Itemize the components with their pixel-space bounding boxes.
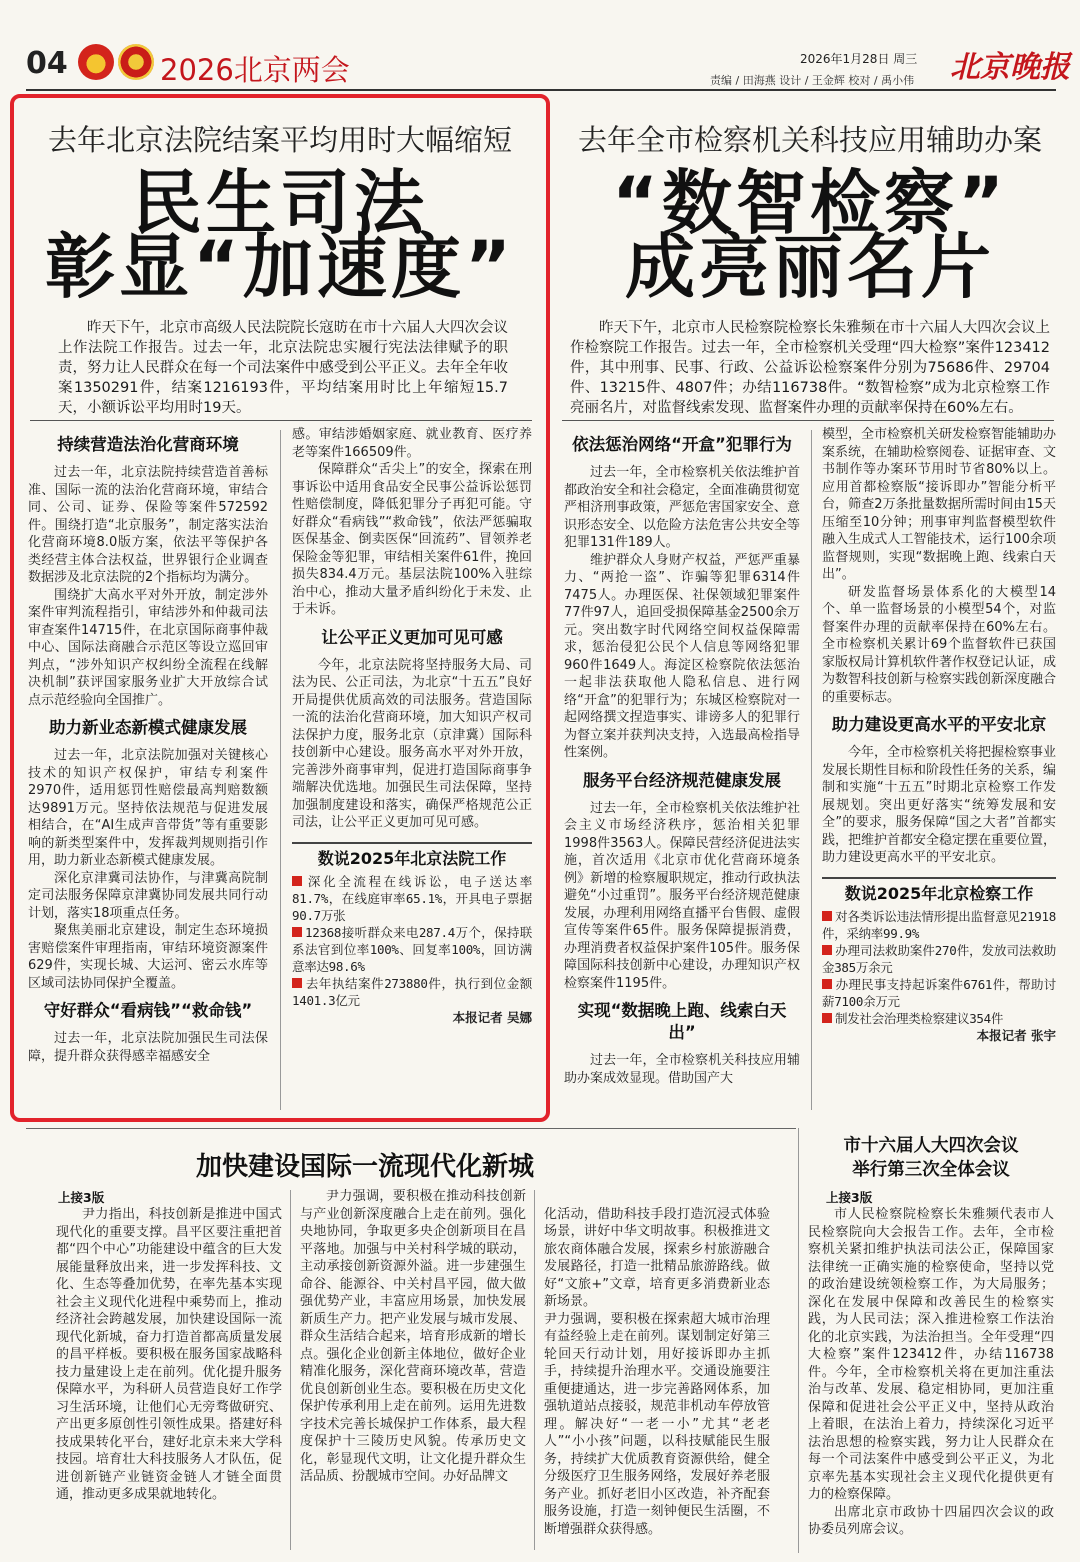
paragraph: 深化京津冀司法协作，与津冀高院制定司法服务保障京津冀协同发展共同行动计划，落实18项重点任务。: [28, 870, 268, 921]
paragraph: 过去一年，全市检察机关依法维护首都政治安全和社会稳定，全面准确贯彻宽严相济刑事政策，严惩危害国家安全、意识形态安全、以危险方法危害公共安全等犯罪131件189人。: [564, 465, 800, 550]
bottom-left-column-2: [300, 1188, 526, 1556]
right-lead-divider: [562, 420, 1054, 421]
paragraph: 今年，全市检察机关将把握检察事业发展长期性目标和阶段性任务的关系，编制和实施“十五五”时期北京检察工作发展规划。突出更好落实“统筹发展和安全”的要求，服务保障“国之大者”首都实践，把维护首都安全稳定摆在重要位置，助力建设更高水平的平安北京。: [822, 745, 1056, 865]
bullet-square-icon: [292, 876, 302, 886]
procuratorate-data-box: [822, 877, 1056, 1045]
bullet-square-icon: [292, 927, 302, 937]
data-item: 深化全流程在线诉讼，电子送达率81.7%，在线庭审率65.1%，开具电子票据90.7万张: [292, 874, 532, 923]
section-title: 2026北京两会: [160, 53, 350, 87]
column-divider: [280, 430, 281, 1110]
left-lead: 昨天下午，北京市高级人民法院院长寇昉在市十六届人大四次会议上作法院工作报告。过去一年，北京法院忠实履行宪法法律赋予的职责，努力让人民群众在每一个司法案件中感受到公平正义。去年全年收案1350291件，结案1216193件，平均结案用时比上年缩短15.7天，小额诉讼平均用时19天。: [58, 320, 508, 416]
paragraph: 保障群众“舌尖上”的安全，探索在刑事诉讼中适用食品安全民事公益诉讼惩罚性赔偿制度，降低犯罪分子再犯可能。守好群众“看病钱”“救命钱”，依法严惩骗取医保基金、倒卖医保“回流药”、冒领养老保险金等犯罪，审结相关案件61件，挽回损失834.4万元。基层法院100%入驻综治中心，推动大量矛盾纠纷化于未发、止于未诉。: [292, 462, 532, 617]
paragraph: 化活动，借助科技手段打造沉浸式体验场景，讲好中华文明故事。积极推进文旅农商体融合发展，探索乡村旅游融合发展路径，打造一批精品旅游路线。做好“文旅+”文章，培育更多消费新业态新场景。 尹力强调，要积极在探索超大城市治理有益经验上走在前列。谋划制定好第三轮回天行动计划，用好接诉即办主抓手，持续提升治理水平。交通设施要注重便捷通达，进一步完善路网体系，加强轨道站点接驳，规范非机动车停放管理。解决好“一老一小”尤其“老老人”“小小孩”问题，以科技赋能民生服务，持续扩大优质教育资源供给，健全分级医疗卫生服务网络，发展好养老服务产业。抓好老旧小区改造，补齐配套服务设施，打造一刻钟便民生活圈，不断增强群众获得感。: [544, 1206, 770, 1537]
data-item: 办理民事支持起诉案件6761件，帮助讨薪7100余万元: [822, 977, 1056, 1009]
left-kicker: 去年北京法院结案平均用时大幅缩短: [47, 123, 512, 157]
bottom-right-column: [808, 1206, 1054, 1556]
bottom-left-headline: 加快建设国际一流现代化新城: [196, 1152, 535, 1182]
right-column-2: [822, 426, 1056, 1116]
data-item: 对各类诉讼违法情形提出监督意见21918件，采纳率99.9%: [822, 909, 1056, 941]
bullet-square-icon: [822, 1013, 832, 1023]
paragraph: 感。审结涉婚姻家庭、就业教育、医疗养老等案件166509件。: [292, 427, 532, 460]
cppcc-emblem-icon: [118, 44, 154, 80]
bottom-divider: [26, 1128, 796, 1129]
paragraph: 尹力强调，要积极在推动科技创新与产业创新深度融合上走在前列。强化央地协同，争取更多央企创新项目在昌平落地。加强与中关村科学城的联动，主动承接创新资源外溢。进一步建强生命谷、能源谷、中关村昌平园，做大做强优势产业，丰富应用场景，加快发展新质生产力。把产业发展与城市发展、群众生活结合起来，培育形成新的增长点。强化企业创新主体地位，做好企业精准化服务，深化营商环境改革，营造优良创新创业生态。要积极在历史文化保护传承利用上走在前列。运用先进数字技术完善长城保护工作体系，最大程度保护十三陵历史风貌。传承历史文化，彰显现代文明，让文化提升群众生活品质、扮靓城市空间。办好品牌文: [300, 1189, 526, 1484]
data-item: 12368接听群众来电287.4万个，保持联系法官到位率100%、回复率100%，回访满意率达98.6%: [292, 925, 532, 974]
data-item: 去年执结案件273880件，执行到位金额1401.3亿元: [292, 976, 532, 1008]
court-data-box: [292, 842, 532, 1027]
subheading: 守好群众“看病钱”“救命钱”: [43, 1001, 253, 1020]
data-box-title: 数说2025年北京法院工作: [317, 848, 507, 868]
subheading: 服务平台经济规范健康发展: [583, 770, 781, 790]
column-divider: [798, 1128, 799, 1553]
paragraph: 聚焦美丽北京建设，制定生态环境损害赔偿案件审理指南，审结环境资源案件629件，实现长城、大运河、密云水库等区域司法协同保护全覆盖。: [28, 923, 268, 991]
paragraph: 过去一年，北京法院加强民生司法保障，提升群众获得感幸福感安全: [28, 1031, 268, 1064]
left-lead-divider: [30, 420, 532, 421]
paragraph: 市人民检察院检察长朱雅频代表市人民检察院向大会报告工作。去年，全市检察机关紧扣维护执法司法公正，保障国家法律统一正确实施的检察使命，坚持以党的政治建设统领检察工作，为大局服务；深化在发展中保障和改善民生的检察实践，为人民司法；深入推进检察工作法治化的北京实践，为法治担当。全年受理“四大检察”案件123412件，办结116738件。今年，全市检察机关将在更加注重法治与改革、发展、稳定相协同，更加注重保障和促进社会公平正义中，坚持从政治上着眼，在法治上着力，持续深化习近平法治思想的检察实践，努力让人民群众在每一个司法案件中感受到公平正义，为北京率先基本实现社会主义现代化提供更有力的检察保障。: [808, 1207, 1054, 1502]
bottom-right-headline-line2: 举行第三次全体会议: [852, 1160, 1010, 1180]
paragraph: 研发监督场景体系化的大模型14个、单一监督场景的小模型54个，对监督案件办理的贡献率保持在60%左右。全市检察机关累计69个监督软件已获国家版权局计算机软件著作权登记认证，成为数智科技创新与检察实践创新深度融合的重要标志。: [822, 584, 1056, 705]
continued-note: 上接3版: [58, 1190, 105, 1205]
dateline: 2026年1月28日 周三: [800, 52, 918, 66]
paragraph: 模型，全市检察机关研发检察智能辅助办案系统，在辅助检察阅卷、证据审查、文书制作等办案环节用时节省80%以上。应用首都检察版“接诉即办”智能分析平台，筛查2万条批量数据所需时间由15天压缩至10分钟；刑事审判监督模型软件融入生成式人工智能技术，运行100余项监督规则，实现“数据晚上跑、线索白天出”。: [822, 427, 1056, 582]
column-divider: [811, 430, 812, 1110]
subheading: 助力新业态新模式健康发展: [49, 718, 247, 737]
paragraph: 维护群众人身财产权益，严惩严重暴力、“两抢一盗”、诈骗等犯罪6314件7475人。办理医保、社保领域犯罪案件77件97人，追回受损保障基金2500余万元。突出数字时代网络空间权益保障需求，惩治侵犯公民个人信息等网络犯罪960件1649人。海淀区检察院依法惩治一起非法获取他人隐私信息、进行网络“开盒”的犯罪行为；东城区检察院对一起网络撰文捏造事实、诽谤多人的犯罪行为督立案并获判决支持，入选最高检指导性案例。: [564, 552, 800, 760]
right-kicker: 去年全市检察机关科技应用辅助办案: [577, 123, 1042, 157]
left-headline-line1: 民生司法: [132, 162, 428, 244]
data-box-title: 数说2025年北京检察工作: [844, 883, 1034, 903]
bottom-left-column-3: [544, 1188, 770, 1556]
national-emblem-icon: [78, 44, 114, 80]
right-headline-line1: “数智检察”: [611, 162, 1008, 244]
paragraph: 过去一年，北京法院持续营造首善标准、国际一流的法治化营商环境，审结合同、公司、证券、保险等案件572592件。围绕打造“北京服务”，制定落实法治化营商环境8.0版方案，依法平等保护各类经营主体合法权益，世界银行企业调查数据涉及北京法院的2个指标均为满分。: [28, 465, 268, 585]
byline: 本报记者 吴娜: [452, 1010, 532, 1025]
paragraph: 过去一年，全市检察机关依法维护社会主义市场经济秩序，惩治相关犯罪1998件3563人。保障民营经济促进法实施，首次适用《北京市优化营商环境条例》新增的检察履职规定，推动行政执法避免“小过重罚”。服务平台经济规范健康发展，办理利用网络直播平台售假、虚假宣传等案件65件。服务保障提振消费，办理消费者权益保护案件105件。服务保障国际科技创新中心建设，办理知识产权检察案件1195件。: [564, 800, 800, 991]
byline: 本报记者 张宇: [976, 1028, 1056, 1043]
paragraph: 今年，北京法院将坚持服务大局、司法为民、公正司法，为北京“十五五”良好开局提供优质高效的司法服务。营造国际一流的法治化营商环境，加大知识产权司法保护力度，服务北京（京津冀）国际科技创新中心建设。服务高水平对外开放，完善涉外商事审判，促进打造国际商事争端解决优选地。加强民生司法保障，坚持加强制度建设和落实，确保严格规范公正司法，让公平正义更加可见可感。: [292, 657, 532, 830]
bottom-left-column-1: [56, 1206, 282, 1556]
paragraph: 过去一年，全市检察机关科技应用辅助办案成效显现。借助国产大: [564, 1053, 800, 1086]
data-item: 制发社会治理类检察建议354件: [822, 1010, 1056, 1027]
staff-credits: 责编 / 田海燕 设计 / 王金辉 校对 / 禹小伟: [710, 74, 915, 87]
paragraph: 过去一年，北京法院加强对关键核心技术的知识产权保护，审结专利案件2970件，适用惩罚性赔偿最高判赔数额达9891万元。坚持依法规范与促进发展相结合，在“AI生成声音带货”等有重要影响的新类型案件中，发挥裁判规则指引作用，助力新业态新模式健康发展。: [28, 748, 268, 868]
column-divider: [534, 1190, 535, 1550]
left-column-1: [28, 426, 268, 1116]
subheading: 让公平正义更加可见可感: [321, 627, 503, 647]
left-headline-line2: 彰显“加速度”: [44, 226, 515, 308]
subheading: 助力建设更高水平的平安北京: [831, 715, 1047, 734]
paragraph: 围绕扩大高水平对外开放，制定涉外案件审判流程指引，审结涉外和仲裁司法审查案件14715件，在北京国际商事仲裁中心、国际法商融合示范区等设立巡回审判点，“涉外知识产权纠纷全流程在线解决机制”获评国家服务业扩大开放综合试点示范经验向全国推广。: [28, 587, 268, 708]
right-headline-line2: 成亮丽名片: [625, 226, 995, 308]
bullet-square-icon: [822, 911, 832, 921]
continued-note: 上接3版: [826, 1190, 873, 1205]
bottom-right-headline-line1: 市十六届人大四次会议: [843, 1136, 1019, 1156]
header-divider: [26, 89, 1056, 91]
left-column-2: [292, 426, 532, 1116]
right-lead: 昨天下午，北京市人民检察院检察长朱雅频在市十六届人大四次会议上作检察院工作报告。过去一年，全市检察机关受理“四大检察”案件123412件，其中刑事、民事、行政、公益诉讼检察案件分别为75686件、29704件、13215件、4807件；办结116738件。“数智检察”成为北京检察工作亮丽名片，对监督线索发现、监督案件办理的贡献率保持在60%左右。: [570, 320, 1050, 416]
bullet-square-icon: [822, 945, 832, 955]
data-item: 办理司法救助案件270件，发放司法救助金385万余元: [822, 943, 1056, 975]
paragraph: 尹力指出，科技创新是推进中国式现代化的重要支撑。昌平区要注重把首都“四个中心”功能建设中蕴含的巨大发展能量释放出来，进一步发挥科技、文化、生态等叠加优势，在率先基本实现社会主义现代化进程中乘势而上，推动经济社会跨越发展，加快建设国际一流现代化新城，奋力打造首都高质量发展的昌平样板。要积极在服务国家战略科技力量建设上走在前列。优化提升服务保障水平，为科研人员营造良好工作学习生活环境，让他们心无旁骛做研究、产出更多原创性引领性成果。搭建好科技成果转化平台，建好北京未来大学科技园。培育壮大科技服务人才队伍，促进创新链产业链资金链人才链全面贯通，推动更多成果就地转化。: [56, 1207, 282, 1502]
subheading: 持续营造法治化营商环境: [57, 435, 239, 454]
bullet-square-icon: [292, 978, 302, 988]
subheading: 实现“数据晚上跑、线索白天出”: [577, 1001, 787, 1042]
page-number: 04: [26, 46, 68, 81]
subheading: 依法惩治网络“开盒”犯罪行为: [572, 435, 792, 454]
bullet-square-icon: [822, 979, 832, 989]
column-divider: [290, 1190, 291, 1550]
paragraph: 出席北京市政协十四届四次会议的政协委员列席会议。: [808, 1504, 1054, 1537]
newspaper-logo: 北京晚报: [950, 50, 1070, 85]
right-column-1: [564, 426, 800, 1116]
